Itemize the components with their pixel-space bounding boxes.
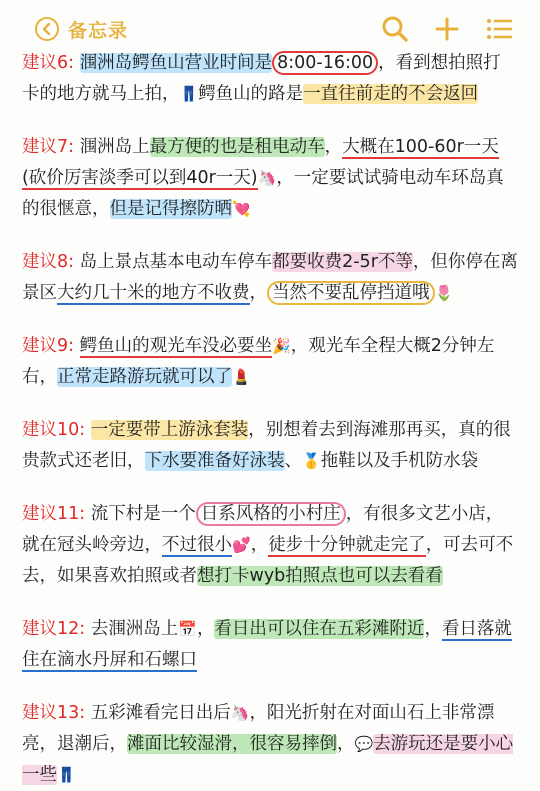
emoji-icon: 💄 — [232, 368, 251, 386]
tip-text: ，阳光折射在对面山石上非常漂亮，退潮后， — [22, 703, 495, 754]
app-title: 备忘录 — [68, 19, 129, 42]
tip-text: 徒步十分钟就走完了 — [268, 535, 426, 555]
tip-text: ， — [424, 619, 442, 639]
tip-text: 鳄鱼山的路是 — [198, 84, 304, 104]
emoji-icon: 💘 — [232, 200, 251, 218]
top-bar — [0, 0, 540, 58]
tip-text: 去游玩还是要小心一些 — [22, 734, 514, 785]
tip-text: 当然不要乱停挡道哦 — [267, 281, 435, 305]
tip-text: ， — [249, 283, 267, 303]
tip-text: 、 — [284, 451, 302, 471]
tip-label: 建议11: — [22, 504, 86, 524]
tip-text: 最方便的也是租电动车 — [149, 137, 325, 157]
emoji-icon: 🦄 — [230, 704, 250, 722]
tip-text: ，别想着去到海滩那再买，真的很贵款式还老旧， — [22, 420, 511, 471]
tip-text: 日系风格的小村庄 — [196, 502, 346, 526]
tip-label: 建议13: — [22, 703, 86, 723]
tip-text: 五彩滩看完日出后 — [90, 703, 231, 723]
tip-text: 涠洲岛鳄鱼山营业时间是 — [79, 53, 273, 73]
emoji-icon: 💕 — [232, 536, 251, 554]
emoji-icon: 💬 — [354, 735, 374, 753]
tip-label: 建议6: — [22, 53, 75, 73]
tip-text: ，可去可不去，如果喜欢拍照或者 — [22, 535, 514, 586]
tip-text: 正常走路游玩就可以了 — [57, 367, 232, 387]
tip-text: 鳄鱼山的观光车没必要坐 — [79, 336, 273, 356]
tip-text: ，有很多文艺小店，就在冠头岭旁边， — [22, 504, 504, 555]
search-icon[interactable] — [380, 14, 410, 44]
tip-paragraph — [22, 132, 518, 225]
tip-text: 大概在100-60r一天(砍价厉害淡季可以到40r一天) — [22, 137, 499, 188]
tip-text: 但是记得擦防晒 — [109, 199, 232, 219]
emoji-icon: 📅 — [178, 620, 197, 638]
back-button[interactable] — [34, 16, 128, 43]
tip-label: 建议8: — [22, 252, 75, 272]
tip-text: 去涠洲岛上 — [90, 619, 179, 639]
tip-paragraph — [22, 499, 518, 592]
emoji-icon: 🦄 — [257, 169, 277, 187]
emoji-icon: 🥇 — [302, 452, 321, 470]
tip-text: 看日落就住在滴水丹屏和石螺口 — [22, 619, 512, 670]
tip-text: 都要收费2-5r不等 — [272, 252, 413, 272]
tip-text: 一定要带上游泳套装 — [90, 420, 249, 440]
tip-text: ， — [250, 535, 269, 555]
tip-text: ， — [196, 619, 215, 639]
emoji-icon: 🎉 — [272, 337, 291, 355]
tip-text: ，看到想拍照打卡的地方就马上拍， — [22, 53, 501, 104]
tip-text: 一直往前走的不会返回 — [303, 84, 479, 104]
tip-text: 8:00-16:00 — [272, 51, 378, 75]
tip-text: 拖鞋以及手机防水袋 — [320, 451, 479, 471]
tip-text: ，一定要试试骑电动车环岛真的很惬意， — [22, 168, 504, 219]
note-content — [0, 48, 540, 791]
emoji-icon: 🌷 — [434, 284, 454, 302]
tip-label: 建议12: — [22, 619, 86, 639]
list-icon[interactable] — [484, 14, 514, 44]
toolbar — [380, 14, 514, 44]
tip-paragraph — [22, 698, 518, 791]
tip-text: 流下村是一个 — [90, 504, 196, 524]
emoji-icon: 👖 — [57, 766, 76, 784]
tip-paragraph — [22, 247, 518, 309]
tip-text: 大约几十米的地方不收费 — [57, 283, 250, 303]
tip-text: 看日出可以住在五彩滩附近 — [214, 619, 425, 639]
tip-text: 想打卡wyb拍照点也可以去看看 — [197, 566, 443, 586]
tip-label: 建议9: — [22, 336, 75, 356]
tip-text: ，观光车全程大概2分钟左右， — [22, 336, 495, 387]
tip-text: 岛上景点基本电动车停车 — [79, 252, 273, 272]
tip-text: 滩面比较湿滑，很容易摔倒 — [127, 734, 337, 754]
plus-icon[interactable] — [432, 14, 462, 44]
tip-text: ， — [324, 137, 343, 157]
tip-text: 不过很小 — [162, 535, 232, 555]
tip-text: 涠洲岛上 — [79, 137, 150, 157]
tip-label: 建议7: — [22, 137, 75, 157]
tip-paragraph — [22, 331, 518, 393]
tip-text: ，但你停在离景区 — [22, 252, 518, 303]
tip-text: ， — [337, 734, 355, 754]
tip-paragraph — [22, 415, 518, 477]
tip-label: 建议10: — [22, 420, 86, 440]
emoji-icon: 👖 — [179, 85, 199, 103]
tip-text: 下水要准备好泳装 — [144, 451, 285, 471]
back-chevron-icon — [34, 16, 60, 42]
tip-paragraph — [22, 614, 518, 676]
